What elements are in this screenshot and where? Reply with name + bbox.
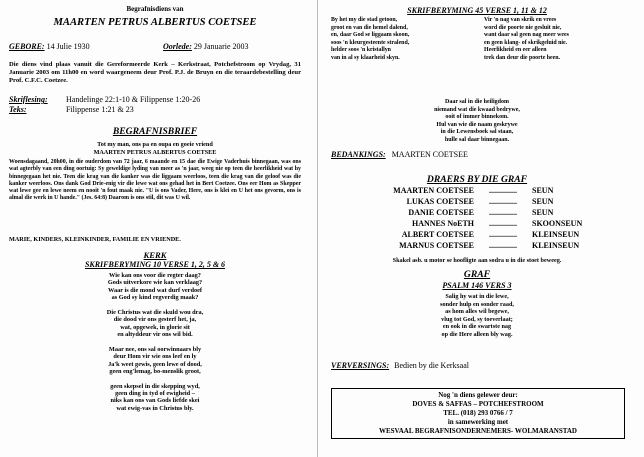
ad-intro: Nog 'n diens gelewer deur: bbox=[438, 391, 518, 399]
bearer-row bbox=[322, 231, 632, 239]
verse-left: By het my die stad getoon, groot en van die hemel dalend, en, daar God se liggaam skoon, soos 'n kleurgesteente stralend, helder soos 'n kristallyn van in al sy klaarheid skyn. bbox=[331, 17, 410, 61]
graf-psalm: PSALM 146 VERS 3 bbox=[442, 281, 512, 290]
bearer-row bbox=[322, 209, 632, 217]
ad-company: DOVES & SAFFAS – POTCHEFSTROOM bbox=[412, 400, 544, 408]
bearer-row bbox=[322, 220, 632, 228]
verse-center: Daar sal in die heiligdom niemand wat die kwaad bedrywe, ooit of immer binnekom. Hul van wie die naam geskrywe in die Lewensboek sal staan, hulle sal daar binnegaan. bbox=[434, 99, 520, 143]
bearer-dots: .............. bbox=[489, 197, 517, 206]
readings-value: Handelinge 22:1-10 & Filippense 1:20-26 bbox=[66, 95, 201, 104]
graf-verses: Salig hy wat in die lewe, sonder hulp en sonder raad, as hom alles wil begewe, vlug tot God, sy toeverlaat; en ook in die swartste nag op die Here alleen bly wag. bbox=[440, 293, 514, 338]
kerk-heading: KERK bbox=[143, 250, 167, 260]
bearer-row bbox=[322, 242, 632, 250]
service-title: Begrafnisdiens van bbox=[126, 5, 184, 13]
bearer-dots: .............. bbox=[489, 241, 517, 250]
bearer-dots: .............. bbox=[489, 186, 517, 195]
bearer-relation: SEUN bbox=[532, 197, 554, 206]
refresh-label: VERVERSINGS: bbox=[331, 361, 390, 370]
letter-heading: BEGRAFNISBRIEF bbox=[112, 126, 198, 137]
bearer-name: ALBERT COETSEE bbox=[401, 230, 474, 239]
verse-right: Vir 'n nag van skrik en vrees word die poorte nie gesluit nie, want daar sal geen nag meer wees en geen klang- of skrikgeluid nie. Heerlikheid en eer alleen trek dan deur die poorte heen. bbox=[484, 17, 569, 61]
died-date: 29 Januarie 2003 bbox=[193, 42, 249, 51]
letter-greeting: Tot my man, ons pa en oupa en goeie vriend bbox=[97, 141, 213, 148]
bearer-row bbox=[322, 187, 632, 195]
bearer-name: MAARTEN COETSEE bbox=[393, 186, 474, 195]
died-line bbox=[163, 43, 249, 51]
ad-partner: WESVAAL BEGRAFNISONDERNEMERS- WOLMARANSTAD bbox=[379, 427, 577, 435]
texts-value: Filippense 1:21 & 23 bbox=[66, 105, 134, 114]
bearer-dots: .............. bbox=[489, 208, 517, 217]
bearer-relation: SKOONSEUN bbox=[532, 219, 583, 228]
bearer-relation: SEUN bbox=[532, 208, 554, 217]
thanks-value: MAARTEN COETSEE bbox=[391, 150, 468, 159]
kerk-psalm: SKRIFBERYMING 10 VERSE 1, 2, 5 & 6 bbox=[84, 260, 226, 269]
refresh-value: Bedien by die Kerksaal bbox=[394, 361, 469, 370]
undertaker-box bbox=[331, 388, 625, 439]
born-line bbox=[9, 43, 90, 51]
left-page bbox=[0, 0, 310, 457]
kerk-verses: Wie kan ons voor die regter daag? Gods uitverkore wie kan verklaag? Waar is die mond wat durf verdoef as God sy kind regverdig maak? Die Christus wat die skuld wou dra, die dood vir ons gesterf het, ja, wat, opgewek, in glorie sit en altyddeur vir ons wil bid. Maar nee, ons sal oorwinnaars bly deur Hom vir wie ons leef en ly Ja'k weet gewis, geen lewe of dood, geen eng'lemag, bo-menslik groot, geen skepsel in die skepping wyd, geen ding in tyd of ewigheid – niks kan ons van Gods liefde skei wat ewig-vas in Christus bly. bbox=[106, 272, 204, 412]
bearer-name: HANNES NoETH bbox=[411, 219, 474, 228]
bearer-name: DANIE COETSEE bbox=[408, 208, 474, 217]
bearer-dots: .............. bbox=[489, 230, 517, 239]
bearers-heading: DRAERS BY DIE GRAF bbox=[426, 174, 528, 185]
bearer-relation: SEUN bbox=[532, 186, 554, 195]
thanks-line bbox=[331, 151, 468, 159]
letter-body: Woensdagaand, 20h00, in die ouderdom van 72 jaar, 6 maande en 15 dae die Ewige Vaderhuis binnegaan, was ons wat agterbly van een ding oortuig: Sy geweldige lyding van meer as 'n jaar, weeg nie op teen die heerlikheid wat hy binnegegaan het nie. Teen die krag van die kanker was die liggaam weerloos, teen die krag van die geloof was die kanker weerloos. Ons dank God Drie-enig vir die lewe wat ons gehad het in Bert Coetzee. Ons eer Hom as Skepper wat lewe gee en lewe neem en nooit 'n fout maak nie. "U is ons Vader, Here, ons is klei en U het ons gevorm, ons is almal die werk in U hande." (Jes. 64:8) Daarom is ons stil, dit was U wil. bbox=[9, 159, 301, 202]
ad-phone: TEL. (018) 293 0766 / 7 bbox=[443, 409, 513, 417]
texts-label: Teks: bbox=[9, 105, 27, 114]
bearers-note: Skakel asb. u motor se hoofligte aan sodra u in die stoet beweeg. bbox=[392, 257, 562, 264]
refresh-line bbox=[331, 362, 469, 370]
ad-assoc: in samewerking met bbox=[447, 418, 509, 426]
graf-heading: GRAF bbox=[463, 269, 491, 280]
bearer-name: LUKAS COETSEE bbox=[406, 197, 474, 206]
thanks-label: BEDANKINGS: bbox=[331, 150, 386, 159]
born-date: 14 Julie 1930 bbox=[46, 42, 90, 51]
right-top-heading: SKRIFBERYMING 45 VERSE 1, 11 & 12 bbox=[407, 6, 547, 15]
right-page bbox=[322, 0, 632, 457]
service-notice: Die diens vind plaas vanuit die Gereformeerde Kerk – Kerkstraat, Potchefstroom op Vrydag, 31 Januarie 2003 om 11h00 en word waargeneem deur Prof. P.J. de Bruyn en die teraardebestelling deur Prof. C.F.C. Coetzee. bbox=[9, 61, 301, 84]
fold-line bbox=[317, 0, 318, 457]
bearer-dots: .............. bbox=[489, 219, 517, 228]
died-label: Oorlede: bbox=[163, 42, 192, 51]
bearer-name: MARNUS COETSEE bbox=[399, 241, 474, 250]
bearer-relation: KLEINSEUN bbox=[532, 241, 580, 250]
deceased-name: MAARTEN PETRUS ALBERTUS COETSEE bbox=[53, 17, 257, 28]
letter-name: MAARTEN PETRUS ALBERTUS COETSEE bbox=[93, 149, 217, 156]
family-line: MARIE, KINDERS, KLEINKINDER, FAMILIE EN VRIENDE. bbox=[9, 236, 181, 243]
born-label: GEBORE: bbox=[9, 42, 45, 51]
bearer-row bbox=[322, 198, 632, 206]
bearer-relation: KLEINSEUN bbox=[532, 230, 580, 239]
readings-label: Skriflesing: bbox=[9, 95, 48, 104]
